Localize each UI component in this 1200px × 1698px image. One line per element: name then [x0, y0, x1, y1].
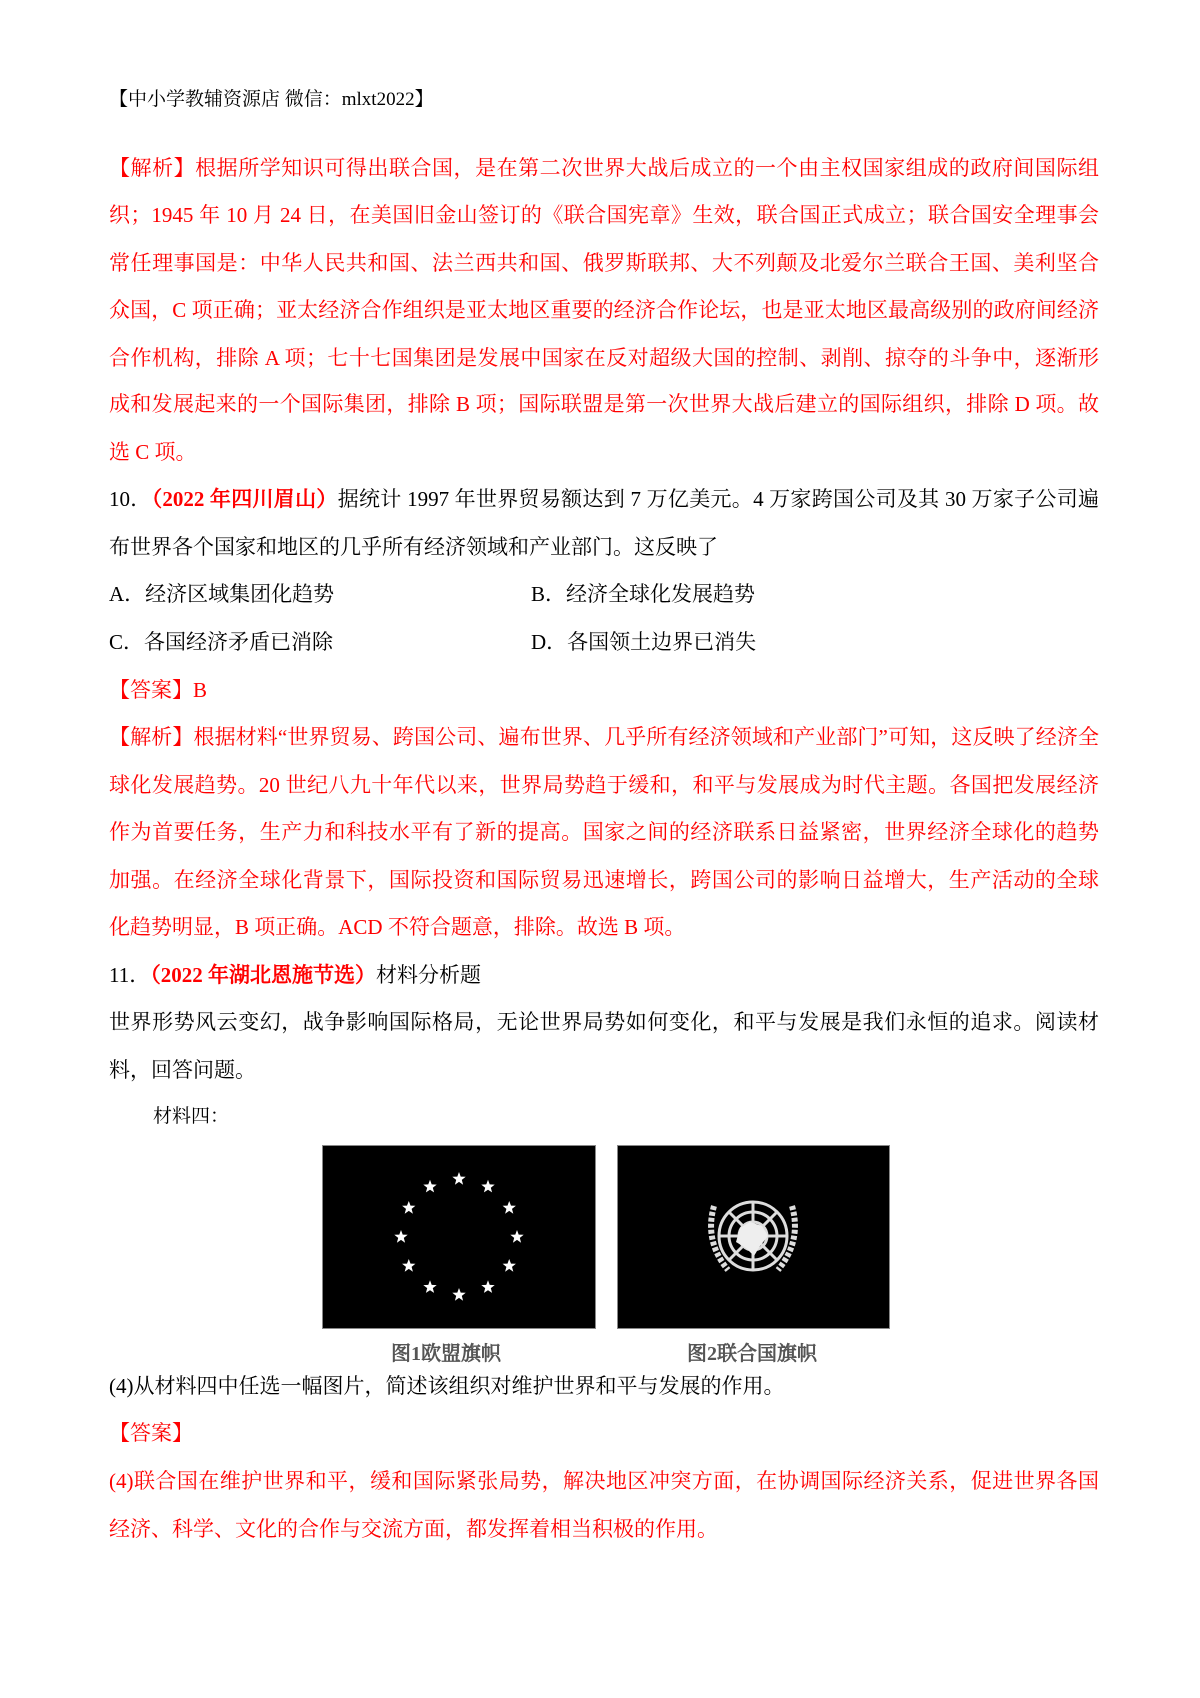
analysis-label: 【解析】	[109, 725, 194, 749]
star-icon	[481, 1180, 494, 1193]
star-icon	[394, 1230, 407, 1243]
eu-flag-image	[322, 1145, 596, 1329]
analysis-label: 【解析】	[109, 156, 196, 180]
analysis-line: 合作机构，排除 A 项；七十七国集团是发展中国家在反对超级大国的控制、剥削、掠夺的斗争中，逐渐形	[109, 346, 1099, 370]
analysis-line: 球化发展趋势。20 世纪八九十年代以来，世界局势趋于缓和，和平与发展成为时代主题。各国把发展经济	[109, 773, 1099, 797]
option-b: B．经济全球化发展趋势	[531, 582, 756, 606]
analysis-line	[109, 154, 1099, 182]
analysis-line: 织；1945 年 10 月 24 日，在美国旧金山签订的《联合国宪章》生效，联合国正式成立；联合国安全理事会	[109, 203, 1099, 227]
figure-caption: 图2联合国旗帜	[687, 1343, 817, 1365]
analysis-line: 选 C 项。	[109, 440, 197, 464]
option-c: C．各国经济矛盾已消除	[109, 630, 334, 654]
material-label: 材料四：	[153, 1106, 230, 1127]
star-icon	[402, 1201, 415, 1214]
header-watermark: 【中小学教辅资源店 微信：mlxt2022】	[109, 89, 434, 110]
analysis-line: 化趋势明显，B 项正确。ACD 不符合题意，排除。故选 B 项。	[109, 915, 686, 939]
question-line	[109, 961, 1099, 989]
intro-line: 料，回答问题。	[109, 1058, 256, 1082]
question-line	[109, 485, 1099, 513]
answer-line: (4)联合国在维护世界和平，缓和国际紧张局势，解决地区冲突方面，在协调国际经济关系，促进世界各国	[109, 1469, 1099, 1493]
star-icon	[452, 1172, 465, 1185]
question-line: 布世界各个国家和地区的几乎所有经济领域和产业部门。这反映了	[109, 535, 718, 559]
analysis-line: 众国，C 项正确；亚太经济合作组织是亚太地区重要的经济合作论坛，也是亚太地区最高级别的政府间经济	[109, 298, 1099, 322]
question-text: 据统计 1997 年世界贸易额达到 7 万亿美元。4 万家跨国公司及其 30 万家子公司遍	[337, 487, 1100, 511]
question-source: （2022 年湖北恩施节选）	[150, 963, 376, 987]
star-icon	[452, 1288, 465, 1301]
question-number: 11．	[109, 963, 151, 987]
option-a: A．经济区域集团化趋势	[109, 582, 335, 606]
question-number: 10．	[109, 487, 152, 511]
analysis-line: 作为首要任务，生产力和科技水平有了新的提高。国家之间的经济联系日益紧密，世界经济全球化的趋势	[109, 820, 1099, 844]
analysis-text: 根据所学知识可得出联合国，是在第二次世界大战后成立的一个由主权国家组成的政府间国际组	[195, 156, 1100, 180]
answer-label: 【答案】	[109, 1421, 193, 1445]
question-source: （2022 年四川眉山）	[151, 487, 338, 511]
analysis-line	[109, 723, 1099, 751]
analysis-line: 常任理事国是：中华人民共和国、法兰西共和国、俄罗斯联邦、大不列颠及北爱尔兰联合王国、美利坚合	[109, 251, 1099, 275]
intro-line: 世界形势风云变幻，战争影响国际格局，无论世界局势如何变化，和平与发展是我们永恒的追求。阅读材	[109, 1010, 1099, 1034]
star-icon	[503, 1259, 516, 1272]
star-icon	[423, 1280, 436, 1293]
eu-flag-icon	[323, 1146, 595, 1328]
answer: 【答案】B	[109, 678, 208, 702]
analysis-text: 根据材料“世界贸易、跨国公司、遍布世界、几乎所有经济领域和产业部门”可知，这反映了经济全	[193, 725, 1100, 749]
un-flag-icon	[618, 1146, 889, 1328]
figure-caption: 图1欧盟旗帜	[391, 1343, 501, 1365]
star-icon	[510, 1230, 523, 1243]
question-title: 材料分析题	[375, 963, 481, 987]
star-icon	[402, 1259, 415, 1272]
option-d: D．各国领土边界已消失	[531, 630, 757, 654]
sub-question: (4)从材料四中任选一幅图片，简述该组织对维护世界和平与发展的作用。	[109, 1374, 785, 1398]
star-icon	[503, 1201, 516, 1214]
star-icon	[423, 1180, 436, 1193]
analysis-line: 成和发展起来的一个国际集团，排除 B 项；国际联盟是第一次世界大战后建立的国际组织，排除 D 项。故	[109, 392, 1099, 416]
star-icon	[481, 1280, 494, 1293]
answer-line: 经济、科学、文化的合作与交流方面，都发挥着相当积极的作用。	[109, 1517, 718, 1541]
analysis-line: 加强。在经济全球化背景下，国际投资和国际贸易迅速增长，跨国公司的影响日益增大，生产活动的全球	[109, 868, 1099, 892]
un-flag-image	[617, 1145, 890, 1329]
